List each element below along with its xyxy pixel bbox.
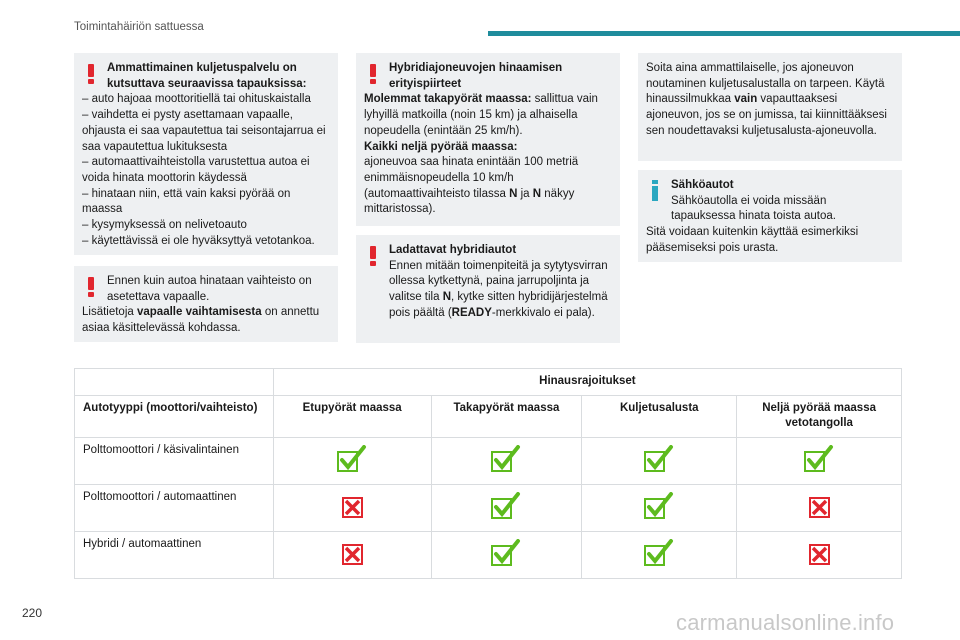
header-accent-bar [488, 31, 960, 36]
table-cell [273, 531, 431, 578]
list-item: – kysymyksessä on nelivetoauto [82, 219, 247, 232]
table-cell [273, 484, 431, 531]
mode-n: N [509, 187, 518, 200]
section-title: Toimintahäiriön sattuessa [74, 21, 204, 33]
warning-icon [88, 64, 94, 83]
checkmark-icon [642, 492, 676, 520]
warning-icon [370, 246, 376, 265]
warning-box-hybrid-towing [356, 53, 620, 226]
table-cell [582, 484, 737, 531]
warning-icon [370, 64, 376, 83]
table-cell [431, 484, 582, 531]
box-heading: Hybridiajoneuvojen hinaamisen erityispiirteet [389, 62, 563, 90]
mode-n: N [532, 187, 542, 200]
list-item: – hinataan niin, että vain kaksi pyörää on maassa [82, 187, 291, 216]
table-column-header: Etupyörät maassa [273, 395, 431, 437]
warning-box-neutral [74, 266, 338, 342]
body-text: on annettu asiaa käsittelevässä kohdassa. [82, 306, 320, 335]
mode-n: N [442, 291, 451, 304]
body-text: Ennen mitään toimenpiteitä ja sytytysvirran ollessa kytkettynä, paina jarrupoljinta ja valitse tila [389, 259, 608, 304]
row-label: Polttomoottori / käsivalintainen [75, 437, 274, 484]
table-row [75, 484, 902, 531]
row-label: Hybridi / automaattinen [75, 531, 274, 578]
info-box-electric [638, 170, 902, 262]
body-text: Sähköautolla ei voida missään tapauksessa hinata toista autoa. [671, 194, 836, 223]
bold-text: vain [734, 93, 758, 106]
checkmark-icon [335, 445, 369, 473]
body-text: ajoneuvoa saa hinata enintään 100 metriä enimmäisnopeudella 10 km/h (automaattivaihteisto tilassa [364, 156, 579, 200]
checkmark-icon [489, 492, 523, 520]
table-cell [737, 437, 902, 484]
info-box-professional [638, 53, 902, 161]
box-heading: Sähköautot [671, 179, 734, 191]
body-text: sallittua vain lyhyillä matkoilla (noin 15 km) ja alhaisella nopeudella (enintään 25 km/h). [364, 93, 598, 137]
towing-restrictions-table [74, 368, 902, 579]
table-cell [431, 531, 582, 578]
table-cell [431, 437, 582, 484]
table-column-header: Kuljetusalusta [582, 395, 737, 437]
checkmark-icon [489, 445, 523, 473]
box-heading: Ladattavat hybridiautot [389, 244, 517, 256]
box-heading: Ammattimainen kuljetuspalvelu on kutsuttava seuraavissa tapauksissa: [107, 62, 307, 90]
table-row [75, 437, 902, 484]
body-text: , kytke sitten hybridijärjestelmä pois päältä ( [389, 291, 608, 319]
table-cell [737, 484, 902, 531]
table-cell [582, 531, 737, 578]
checkmark-icon [802, 445, 836, 473]
body-text: -merkkivalo ei pala). [491, 306, 595, 319]
table-column-header: Neljä pyörää maassa vetotangolla [737, 395, 902, 437]
list-item: – auto hajoaa moottoritiellä tai ohituskaistalla [82, 93, 311, 106]
table-cell [582, 437, 737, 484]
table-cell [273, 437, 431, 484]
ready-label: READY [451, 306, 492, 319]
box-heading: Ennen kuin autoa hinataan vaihteisto on asetettava vapaalle. [107, 275, 312, 303]
table-column-header: Takapyörät maassa [431, 395, 582, 437]
table-group-header: Hinausrajoitukset [273, 369, 901, 396]
watermark: carmanualsonline.info [676, 610, 895, 635]
body-text: Lisätietoja [82, 306, 137, 319]
checkmark-icon [642, 539, 676, 567]
table-header-empty [75, 369, 274, 396]
bold-text: Molemmat takapyörät maassa: [364, 93, 532, 106]
cross-icon [802, 539, 836, 567]
info-icon [652, 180, 658, 201]
row-label: Polttomoottori / automaattinen [75, 484, 274, 531]
bold-text: vapaalle vaihtamisesta [136, 306, 262, 319]
body-text: vapauttaaksesi ajoneuvon, jos se on jumissa, tai kiinnittääksesi sen noudettavaksi kuljetusalusta-ajoneuvolla. [646, 93, 887, 137]
page-number: 220 [22, 606, 43, 620]
body-text: Sitä voidaan kuitenkin käyttää esimerkiksi pääsemiseksi pois urasta. [646, 226, 859, 254]
list-item: – käytettävissä ei ole hyväksyttyä vetotankoa. [82, 234, 315, 247]
body-text: Soita aina ammattilaiselle, jos ajoneuvon noutaminen kuljetusalustalla on tarpeen. Käytä hinaussilmukkaa [646, 62, 885, 106]
table-cell [737, 531, 902, 578]
warning-box-plugin-hybrid [356, 235, 620, 343]
cross-icon [335, 492, 369, 520]
table-row [75, 531, 902, 578]
cross-icon [335, 539, 369, 567]
body-text: ja [517, 187, 533, 200]
table-column-header: Autotyyppi (moottori/vaihteisto) [75, 395, 274, 437]
warning-box-professional-towing [74, 53, 338, 255]
list-item: – automaattivaihteistolla varustettua autoa ei voida hinata moottorin käydessä [82, 156, 310, 184]
list-item: – vaihdetta ei pysty asettamaan vapaalle, ohjausta ei saa vapautettua tai seisontajarrua ei saa vapautettua lukituksesta [82, 109, 326, 153]
checkmark-icon [642, 445, 676, 473]
bold-text: Kaikki neljä pyörää maassa: [364, 140, 518, 153]
body-text: näkyy mittaristossa). [364, 187, 575, 216]
cross-icon [802, 492, 836, 520]
checkmark-icon [489, 539, 523, 567]
warning-icon [88, 277, 94, 296]
